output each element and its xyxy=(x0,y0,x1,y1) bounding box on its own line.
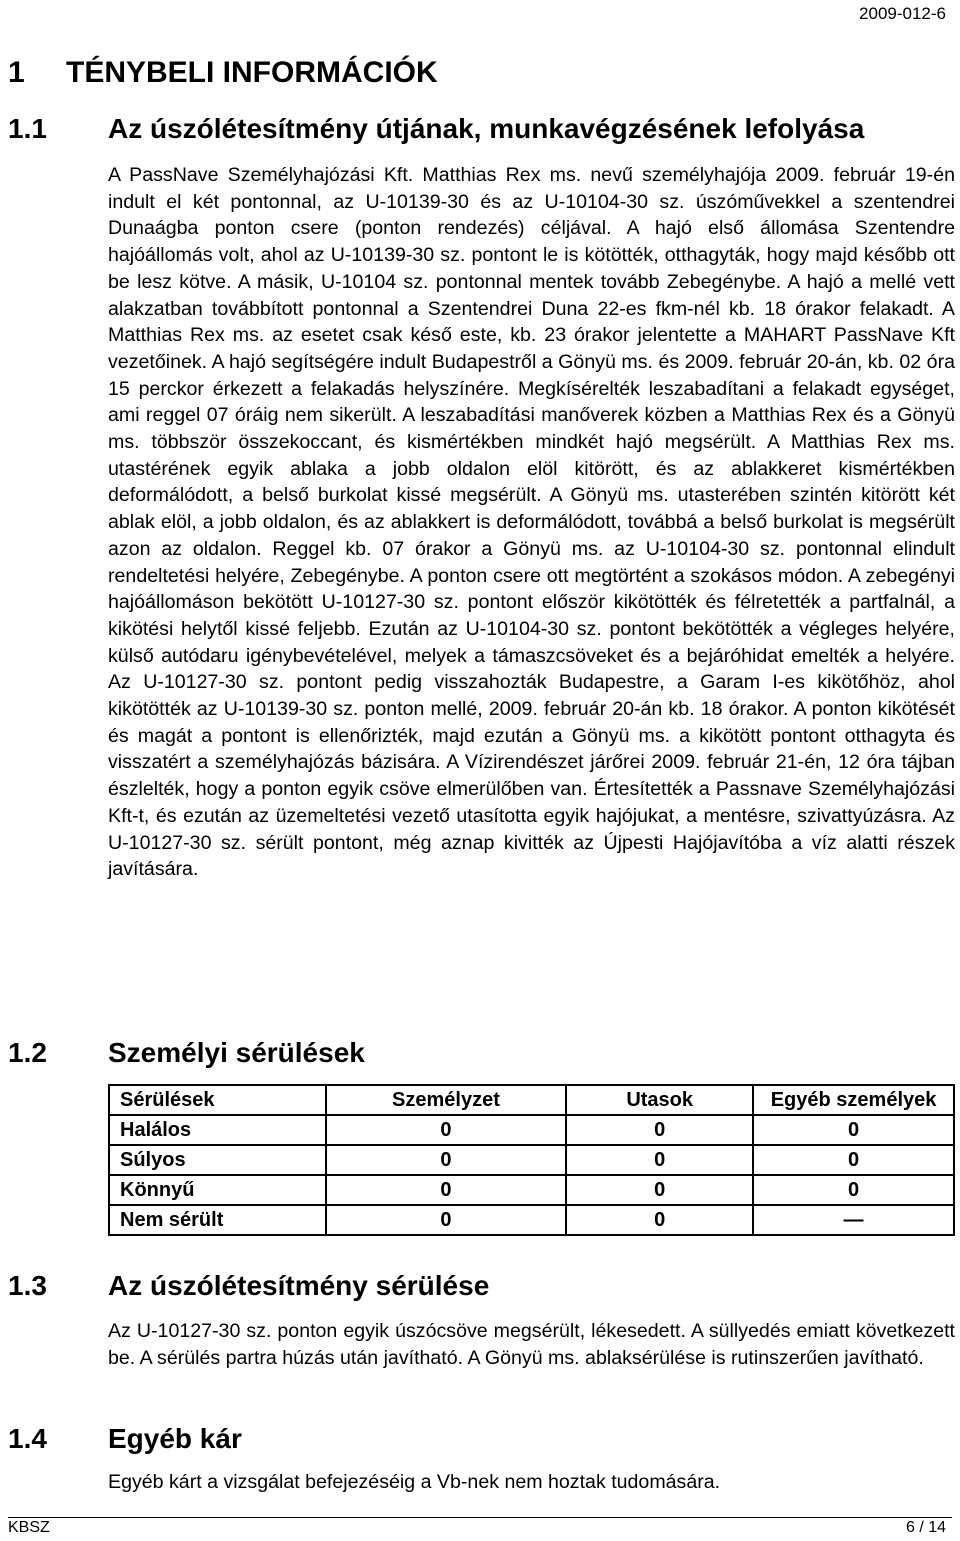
column-header: Egyéb személyek xyxy=(753,1085,954,1115)
table-row xyxy=(109,1175,954,1205)
table-cell: 0 xyxy=(753,1115,954,1145)
table-cell: 0 xyxy=(566,1145,753,1175)
section-number: 1.3 xyxy=(8,1270,47,1301)
table-header-row xyxy=(109,1085,954,1115)
column-header: Személyzet xyxy=(326,1085,567,1115)
table-cell: Nem sérült xyxy=(109,1205,326,1235)
table-row xyxy=(109,1115,954,1145)
section-1-1-heading xyxy=(8,113,864,145)
vessel-damage-paragraph: Az U-10127-30 sz. ponton egyik úszócsöve megsérült, lékesedett. A süllyedés emiatt következett be. A sérülés partra húzás után javítható. A Gönyü ms. ablaksérülése is rutinszerűen javítható. xyxy=(108,1320,955,1369)
document-id: 2009-012-6 xyxy=(859,4,946,23)
table-cell: 0 xyxy=(753,1175,954,1205)
page-number: 6 / 14 xyxy=(905,1519,946,1536)
section-title: Egyéb kár xyxy=(108,1423,242,1454)
section-1-3-heading xyxy=(8,1270,489,1302)
section-1-2-heading xyxy=(8,1037,365,1069)
other-damage-paragraph: Egyéb kárt a vizsgálat befejezéséig a Vb-nek nem hoztak tudomására. xyxy=(108,1471,721,1493)
table-cell: 0 xyxy=(566,1115,753,1145)
section-number: 1.4 xyxy=(8,1423,47,1454)
footer-divider xyxy=(8,1517,952,1518)
table-cell: 0 xyxy=(753,1145,954,1175)
table-cell: 0 xyxy=(326,1175,567,1205)
personal-injuries-table xyxy=(108,1084,955,1236)
table-cell: 0 xyxy=(566,1205,753,1235)
table-cell: 0 xyxy=(326,1145,567,1175)
table-cell: Halálos xyxy=(109,1115,326,1145)
section-number: 1.1 xyxy=(8,113,47,144)
section-1-heading xyxy=(8,56,438,90)
section-title: TÉNYBELI INFORMÁCIÓK xyxy=(66,56,438,89)
column-header: Sérülések xyxy=(109,1085,326,1115)
section-title: Az úszólétesítmény útjának, munkavégzésének lefolyása xyxy=(108,113,865,144)
footer-organization: KBSZ xyxy=(8,1519,50,1536)
table-cell: 0 xyxy=(566,1175,753,1205)
section-title: Az úszólétesítmény sérülése xyxy=(108,1270,490,1301)
section-number: 1 xyxy=(8,56,25,89)
section-title: Személyi sérülések xyxy=(108,1037,365,1068)
table-row xyxy=(109,1145,954,1175)
table-cell: Könnyű xyxy=(109,1175,326,1205)
table-cell: Súlyos xyxy=(109,1145,326,1175)
voyage-description-paragraph: A PassNave Személyhajózási Kft. Matthias Rex ms. nevű személyhajója 2009. február 19-én indult el két pontonnal, az U-10139-30 és az U-10104-30 sz. úszóművekkel a szentendrei Dunaágba ponton csere (ponton rendezés) céljával. A hajó első állomása Szentendre hajóállomás volt, ahol az U-10139-30 sz. pontont le is kötötték, otthagyták, hogy majd később ott be lesz kötve. A másik, U-10104 sz. pontonnal mentek tovább Zebegénybe. A hajó a mellé vett alakzatban továbbított pontonnal a Szentendrei Duna 22-es fkm-nél kb. 18 órakor felakadt. A Matthias Rex ms. az esetet csak késő este, kb. 23 órakor jelentette a MAHART PassNave Kft vezetőinek. A hajó segítségére indult Budapestről a Gönyü ms. és 2009. február 20-án, kb. 02 óra 15 perckor érkezett a felakadás helyszínére. Megkísérelték leszabadítani a felakadt egységet, ami reggel 07 óráig nem sikerült. A leszabadítási manőverek közben a Matthias Rex és a Gönyü ms. többször összekoccant, és kismértékben mindkét hajó megsérült. A Matthias Rex ms. utastérének egyik ablaka a jobb oldalon elöl kitörött, és az ablakkeret kismértékben deformálódott, a belső burkolat kissé megsérült. A Gönyü ms. utasterében szintén kitörött két ablak elöl, a jobb oldalon, és az ablakkert is deformálódott, továbbá a belső burkolat is megsérült azon az oldalon. Reggel kb. 07 órakor a Gönyü ms. az U-10104-30 sz. pontonnal elindult rendeltetési helyére, Zebegénybe. A ponton csere ott megtörtént a szokásos módon. A zebegényi hajóállomáson bekötött U-10127-30 sz. pontont először kikötötték és félretették a partfalnál, a kikötési helytől kissé feljebb. Ezután az U-10104-30 sz. pontont bekötötték a végleges helyére, külső autódaru igénybevételével, melyek a támaszcsöveket és a bejáróhidat emelték a helyére. Az U-10127-30 sz. pontont pedig visszahozták Budapestre, a Garam I-es kikötőhöz, ahol kikötötték az U-10139-30 sz. ponton mellé, 2009. február 20-án kb. 18 órakor. A ponton kikötését és magát a pontont is ellenőrizték, majd ezután a Gönyü ms. a kikötött pontont otthagyta és visszatért a személyhajózás bázisára. A Vízirendészet járőrei 2009. február 21-én, 12 óra tájban észlelték, hogy a ponton egyik csöve elmerülőben van. Értesítették a Passnave Személyhajózási Kft-t, és ezután az üzemeltetési vezető utasította egyik hajójukat, a mentésre, szivattyúzásra. Az U-10127-30 sz. sérült pontont, még aznap kivitték az Újpesti Hajójavítóba a víz alatti részek javítására. xyxy=(108,164,955,881)
section-1-4-heading xyxy=(8,1423,242,1455)
table-cell: 0 xyxy=(326,1115,567,1145)
column-header: Utasok xyxy=(566,1085,753,1115)
section-number: 1.2 xyxy=(8,1037,47,1068)
table-cell: — xyxy=(753,1205,954,1235)
table-cell: 0 xyxy=(326,1205,567,1235)
table-row xyxy=(109,1205,954,1235)
